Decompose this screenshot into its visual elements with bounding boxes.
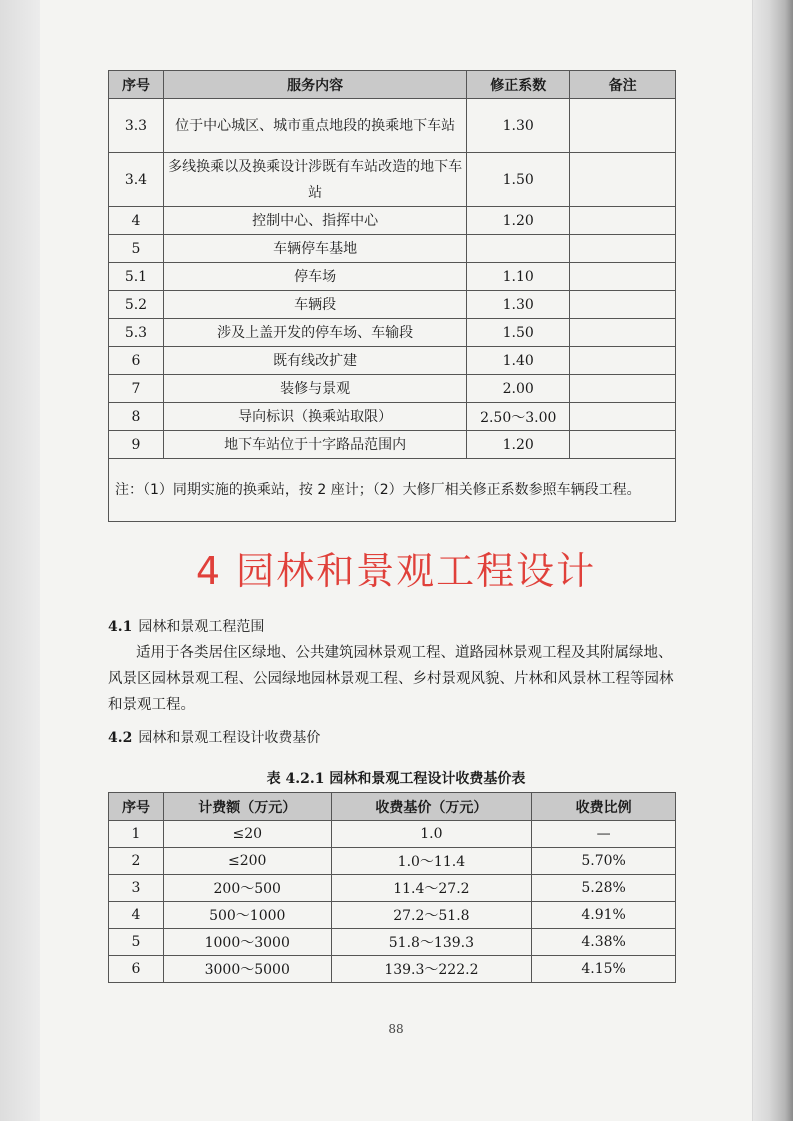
- fee-amount: 500～1000: [163, 902, 331, 929]
- table-row: [109, 431, 676, 459]
- row-note: [570, 99, 676, 153]
- base-price: 1.0: [331, 821, 532, 848]
- row-number: 3: [109, 875, 164, 902]
- correction-factor-body: [109, 99, 676, 522]
- fee-ratio: 5.70%: [532, 848, 676, 875]
- correction-factor: 1.50: [467, 319, 570, 347]
- section-title: 园林和景观工程范围: [138, 619, 265, 635]
- table-row: [109, 902, 676, 929]
- base-price: 1.0～11.4: [331, 848, 532, 875]
- row-note: [570, 375, 676, 403]
- table-row: [109, 207, 676, 235]
- header-factor: 修正系数: [467, 71, 570, 99]
- fee-base-table: [108, 792, 676, 983]
- table-row: [109, 347, 676, 375]
- fee-amount: ≤20: [163, 821, 331, 848]
- row-number: 4: [109, 207, 164, 235]
- row-number: 5.1: [109, 263, 164, 291]
- row-number: 1: [109, 821, 164, 848]
- fee-ratio: 4.91%: [532, 902, 676, 929]
- correction-factor: 1.10: [467, 263, 570, 291]
- fee-ratio: —: [532, 821, 676, 848]
- fee-amount: 3000～5000: [163, 956, 331, 983]
- correction-factor: [467, 235, 570, 263]
- header-amount: 计费额（万元）: [163, 793, 331, 821]
- row-number: 9: [109, 431, 164, 459]
- row-number: 5: [109, 235, 164, 263]
- base-price: 139.3～222.2: [331, 956, 532, 983]
- row-number: 3.3: [109, 99, 164, 153]
- row-number: 8: [109, 403, 164, 431]
- row-number: 4: [109, 902, 164, 929]
- fee-ratio: 4.38%: [532, 929, 676, 956]
- table-header-row: [109, 793, 676, 821]
- section-number: 4.2: [108, 730, 133, 746]
- fee-amount: 200～500: [163, 875, 331, 902]
- fee-amount: 1000～3000: [163, 929, 331, 956]
- base-price: 11.4～27.2: [331, 875, 532, 902]
- service-content: 地下车站位于十字路品范围内: [163, 431, 466, 459]
- section-number: 4.1: [108, 619, 133, 635]
- service-content: 位于中心城区、城市重点地段的换乘地下车站: [163, 99, 466, 153]
- fee-amount: ≤200: [163, 848, 331, 875]
- fee-ratio: 5.28%: [532, 875, 676, 902]
- row-note: [570, 207, 676, 235]
- row-note: [570, 153, 676, 207]
- correction-factor: 1.30: [467, 99, 570, 153]
- service-content: 多线换乘以及换乘设计涉既有车站改造的地下车站: [163, 153, 466, 207]
- correction-factor: 1.50: [467, 153, 570, 207]
- header-content: 服务内容: [163, 71, 466, 99]
- footnote-row: [109, 459, 676, 522]
- header-no: 序号: [109, 793, 164, 821]
- table-row: [109, 291, 676, 319]
- table-row: [109, 375, 676, 403]
- row-number: 5: [109, 929, 164, 956]
- fee-base-body: [109, 821, 676, 983]
- row-number: 3.4: [109, 153, 164, 207]
- correction-factor: 1.20: [467, 207, 570, 235]
- book-spine-edge: [753, 0, 793, 1121]
- service-content: 装修与景观: [163, 375, 466, 403]
- table-row: [109, 403, 676, 431]
- base-price: 27.2～51.8: [331, 902, 532, 929]
- table-row: [109, 929, 676, 956]
- table-row: [109, 875, 676, 902]
- left-margin: [0, 0, 40, 1121]
- table-row: [109, 235, 676, 263]
- correction-factor: 2.50～3.00: [467, 403, 570, 431]
- correction-factor: 1.40: [467, 347, 570, 375]
- row-number: 6: [109, 347, 164, 375]
- correction-factor-table: [108, 70, 676, 522]
- scope-paragraph: 适用于各类居住区绿地、公共建筑园林景观工程、道路园林景观工程及其附属绿地、风景区园林景观工程、公园绿地园林景观工程、乡村景观风貌、片林和风景林工程等园林和景观工程。: [108, 645, 674, 713]
- section-heading-4-2: [108, 727, 320, 747]
- header-no: 序号: [109, 71, 164, 99]
- row-note: [570, 319, 676, 347]
- row-number: 6: [109, 956, 164, 983]
- base-price: 51.8～139.3: [331, 929, 532, 956]
- service-content: 停车场: [163, 263, 466, 291]
- row-note: [570, 431, 676, 459]
- service-content: 车辆停车基地: [163, 235, 466, 263]
- table-header-row: [109, 71, 676, 99]
- correction-factor: 1.30: [467, 291, 570, 319]
- table-row: [109, 848, 676, 875]
- header-price: 收费基价（万元）: [331, 793, 532, 821]
- row-note: [570, 235, 676, 263]
- fee-ratio: 4.15%: [532, 956, 676, 983]
- service-content: 涉及上盖开发的停车场、车输段: [163, 319, 466, 347]
- table-row: [109, 821, 676, 848]
- table-row: [109, 99, 676, 153]
- correction-factor: 1.20: [467, 431, 570, 459]
- row-note: [570, 291, 676, 319]
- chapter-title: 4 园林和景观工程设计: [195, 549, 597, 593]
- correction-factor: 2.00: [467, 375, 570, 403]
- row-number: 5.3: [109, 319, 164, 347]
- service-content: 既有线改扩建: [163, 347, 466, 375]
- row-note: [570, 263, 676, 291]
- row-note: [570, 347, 676, 375]
- table-caption: 表 4.2.1 园林和景观工程设计收费基价表: [266, 771, 526, 787]
- page-number: 88: [388, 1022, 404, 1036]
- service-content: 车辆段: [163, 291, 466, 319]
- row-number: 2: [109, 848, 164, 875]
- row-note: [570, 403, 676, 431]
- service-content: 控制中心、指挥中心: [163, 207, 466, 235]
- table-footnote: 注：（1）同期实施的换乘站，按 2 座计；（2）大修厂相关修正系数参照车辆段工程。: [109, 459, 676, 522]
- row-number: 5.2: [109, 291, 164, 319]
- table-row: [109, 263, 676, 291]
- table-row: [109, 319, 676, 347]
- section-heading-4-1: [108, 616, 264, 636]
- document-page: [40, 0, 752, 1121]
- service-content: 导向标识（换乘站取限）: [163, 403, 466, 431]
- header-note: 备注: [570, 71, 676, 99]
- table-row: [109, 956, 676, 983]
- header-ratio: 收费比例: [532, 793, 676, 821]
- row-number: 7: [109, 375, 164, 403]
- table-row: [109, 153, 676, 207]
- section-title: 园林和景观工程设计收费基价: [138, 730, 321, 746]
